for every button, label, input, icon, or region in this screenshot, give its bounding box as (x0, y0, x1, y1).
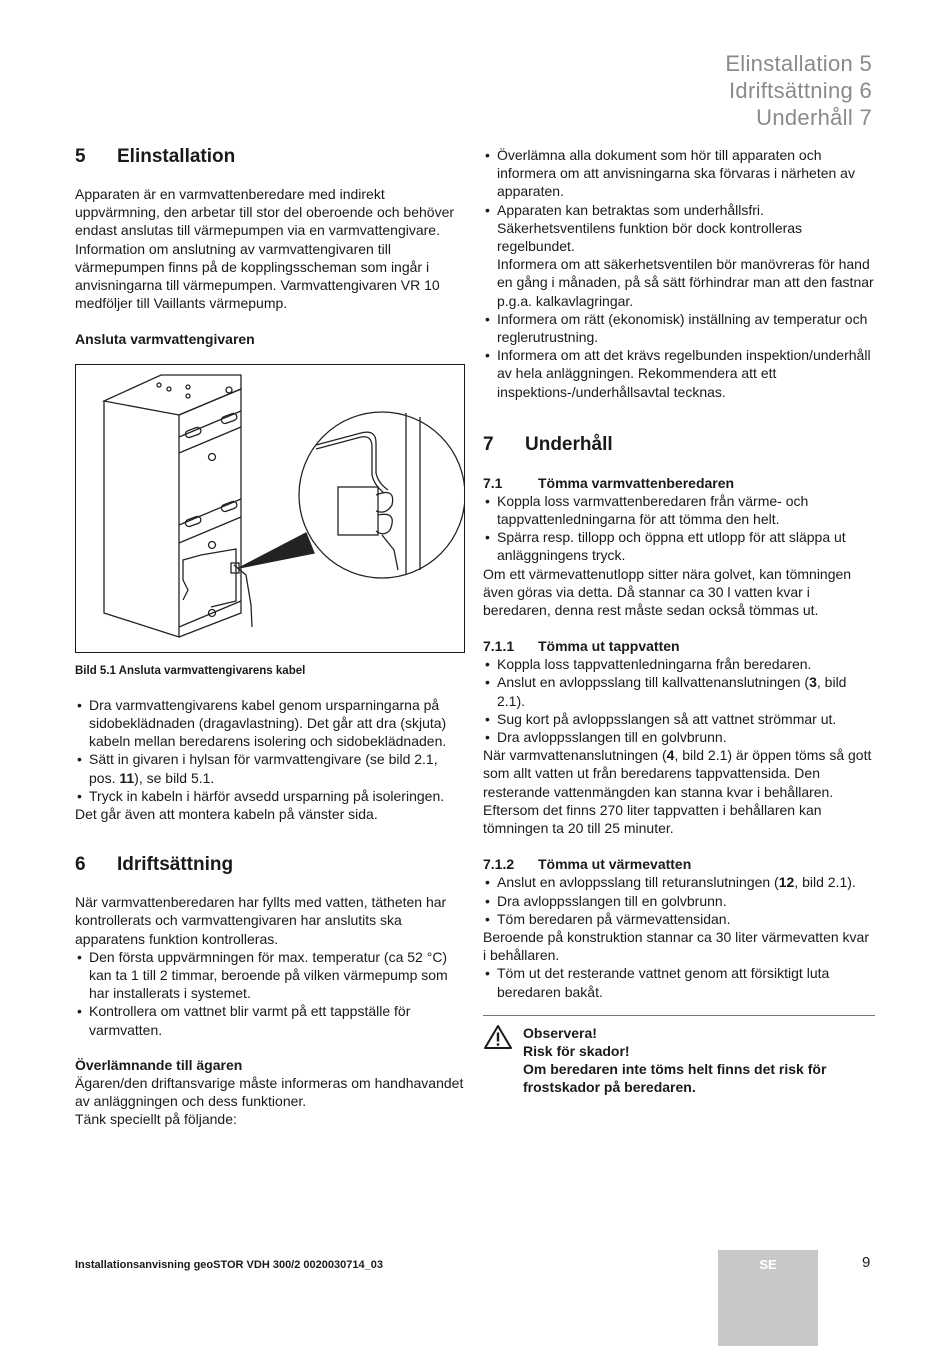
section-7-1-2-heading (483, 855, 875, 873)
list-item: • Kontrollera om vattnet blir varmt på ett tappställe för varmvatten. (75, 1002, 467, 1038)
section-6-title: Idriftsättning (117, 854, 234, 876)
footer-document-title: Installationsanvisning geoSTOR VDH 300/2 0020030714_03 (75, 1259, 383, 1271)
consider-text: Tänk speciellt på följande: (75, 1111, 237, 1128)
list-item (483, 201, 875, 310)
section-7-1-2-bullet-list (483, 873, 875, 928)
list-item: • Sug kort på avloppsslangen så att vattnet strömmar ut. (483, 710, 875, 728)
section-7-1-2-bullet-list-2 (483, 964, 875, 1000)
text-part: När varmvattenanslutningen ( (483, 747, 667, 764)
list-item: • Koppla loss tappvattenledningarna från beredaren. (483, 655, 875, 673)
section-5-number: 5 (75, 146, 86, 167)
handover-text: Ägaren/den driftansvarige måste informeras om handhavandet av anläggningen och dess funktioner. (75, 1075, 464, 1110)
list-item-text: , bild 2.1). (497, 674, 847, 709)
warning-subtitle: Risk för skador! (523, 1042, 630, 1059)
warning-triangle-icon (483, 1024, 523, 1097)
list-item: • Informera om rätt (ekonomisk) inställning av temperatur och reglerutrustning. (483, 310, 875, 346)
position-number: 12 (778, 874, 795, 891)
warning-box (483, 1024, 875, 1097)
running-header (725, 50, 872, 131)
connect-sensor-subheading: Ansluta varmvattengivaren (75, 331, 255, 348)
section-7-1-number: 7.1 (483, 474, 503, 491)
warning-message: Om beredaren inte töms helt finns det risk för frostskador på beredaren. (523, 1061, 827, 1096)
section-7-1-1-heading (483, 637, 875, 655)
list-item: • Töm ut det resterande vattnet genom att försiktigt luta beredaren bakåt. (483, 964, 875, 1000)
section-5-heading (75, 146, 467, 168)
list-item-text: Anslut en avloppsslang till returanslutningen ( (497, 874, 779, 891)
figure-5-1-caption: Bild 5.1 Ansluta varmvattengivarens kabel (75, 664, 306, 677)
list-item (483, 873, 875, 891)
section-7-1-1-number: 7.1.1 (483, 638, 515, 655)
list-item: • Dra avloppsslangen till en golvbrunn. (483, 728, 875, 746)
list-item: • Spärra resp. tillopp och öppna ett utlopp för att släppa ut anläggningens tryck. (483, 528, 875, 564)
list-item: • Tryck in kabeln i härför avsedd ursparning på isoleringen. (75, 787, 467, 805)
header-line-3: Underhåll 7 (756, 105, 872, 130)
list-item-extra: Informera om att säkerhetsventilen bör manövreras för hand en gång i månaden, på så sätt förhindrar man att den fastnar p.g.a. kalkavlagringar. (497, 256, 874, 309)
section-6-heading (75, 854, 467, 876)
warning-title: Observera! (523, 1024, 597, 1041)
left-column (75, 146, 467, 1129)
handover-subheading: Överlämnande till ägaren (75, 1056, 243, 1073)
section-5-intro: Apparaten är en varmvattenberedare med indirekt uppvärmning, den arbetar till stor del oberoende och behöver endast anslutas till värmepumpen via en varmvattengivare. Information om anslutning av varmvattengivaren till värmepumpen finns på de kopplingsscheman som ingår i anvisningarna till värmepumpen. Varmvattengivaren VR 10 medföljer till Vaillants värmepump. (75, 186, 455, 312)
section-7-heading (483, 434, 875, 456)
list-item: • Den första uppvärmningen för max. temperatur (ca 52 °C) kan ta 1 till 2 timmar, beroende på vilken värmepump som har installerats i systemet. (75, 948, 467, 1003)
header-line-2: Idriftsättning 6 (729, 78, 872, 103)
warning-divider (483, 1015, 875, 1016)
section-7-title: Underhåll (525, 433, 613, 455)
position-number: 3 (809, 674, 817, 691)
section-6-number: 6 (75, 854, 86, 876)
section-7-1-2-text: Beroende på konstruktion stannar ca 30 liter värmevatten kvar i behållaren. (483, 928, 869, 964)
list-item: • Överlämna alla dokument som hör till apparaten och informera om att anvisningarna ska förvaras i närheten av apparaten. (483, 146, 875, 201)
list-item: • Dra varmvattengivarens kabel genom ursparningarna på sidobeklädnaden (dragavlastning). Det går att dra (skjuta) kabeln mellan beredarens isolering och sidobeklädnaden. (75, 696, 467, 751)
list-item-text: Anslut en avloppsslang till kallvattenanslutningen ( (497, 674, 810, 691)
section-5-note: Det går även att montera kabeln på vänster sida. (75, 806, 378, 823)
list-item (483, 673, 875, 709)
section-7-1-title: Tömma varmvattenberedaren (538, 474, 735, 491)
section-7-1-2-title: Tömma ut värmevatten (538, 856, 692, 873)
language-tab: SE (718, 1250, 818, 1346)
section-7-number: 7 (483, 433, 494, 455)
section-7-1-1-text-1 (483, 746, 875, 801)
right-column (483, 146, 875, 1097)
position-number: 4 (666, 747, 675, 764)
list-item: • Töm beredaren på värmevattensidan. (483, 910, 875, 928)
section-5-title: Elinstallation (117, 146, 236, 167)
list-item-text: , bild 2.1). (794, 874, 856, 891)
list-item: • Koppla loss varmvattenberedaren från värme- och tappvattenledningarna för att tömma den helt. (483, 492, 875, 528)
list-item: • Informera om att det krävs regelbunden inspektion/underhåll av hela anläggningen. Rekommendera att ett inspektions-/underhållsavtal tecknas. (483, 346, 875, 401)
section-6-bullet-list (75, 948, 467, 1039)
list-item-text: Apparaten kan betraktas som underhållsfri. Säkerhetsventilens funktion bör dock kontrolleras regelbundet. (497, 201, 803, 255)
section-7-1-1-bullet-list (483, 655, 875, 746)
handover-bullet-list (483, 146, 875, 401)
page-number: 9 (862, 1254, 871, 1271)
list-item: • Dra avloppsslangen till en golvbrunn. (483, 892, 875, 910)
list-item: • Sätt in givaren i hylsan för varmvattengivare (se bild 2.1, pos. 11), se bild 5.1. (75, 750, 467, 786)
header-line-1: Elinstallation 5 (725, 51, 872, 76)
section-7-1-bullet-list (483, 492, 875, 565)
section-7-1-1-text-2: Eftersom det finns 270 liter tappvatten i behållaren kan tömningen ta 20 till 25 minuter. (483, 801, 822, 837)
section-7-1-2-number: 7.1.2 (483, 856, 515, 873)
section-7-1-text: Om ett värmevattenutlopp sitter nära golvet, kan tömningen även göras via detta. Då stannar ca 30 l vatten kvar i beredaren, denna rest måste sedan också tömmas ut. (483, 565, 852, 619)
text-part: , bild 2.1) är öppen töms så gott som allt vatten ut från beredarens tappvattensida. Den resterande vattenmängden kan stanna kvar i behållaren. (483, 747, 872, 800)
section-7-1-1-title: Tömma ut tappvatten (538, 638, 680, 655)
figure-5-1 (75, 364, 465, 653)
warning-text (523, 1024, 875, 1097)
water-heater-illustration (76, 365, 464, 652)
section-7-1-heading (483, 474, 875, 492)
section-5-bullet-list (75, 696, 467, 805)
section-6-intro: När varmvattenberedaren har fyllts med vatten, tätheten har kontrollerats och varmvattengivaren har anslutits ska apparatens funktion kontrolleras. (75, 894, 447, 947)
